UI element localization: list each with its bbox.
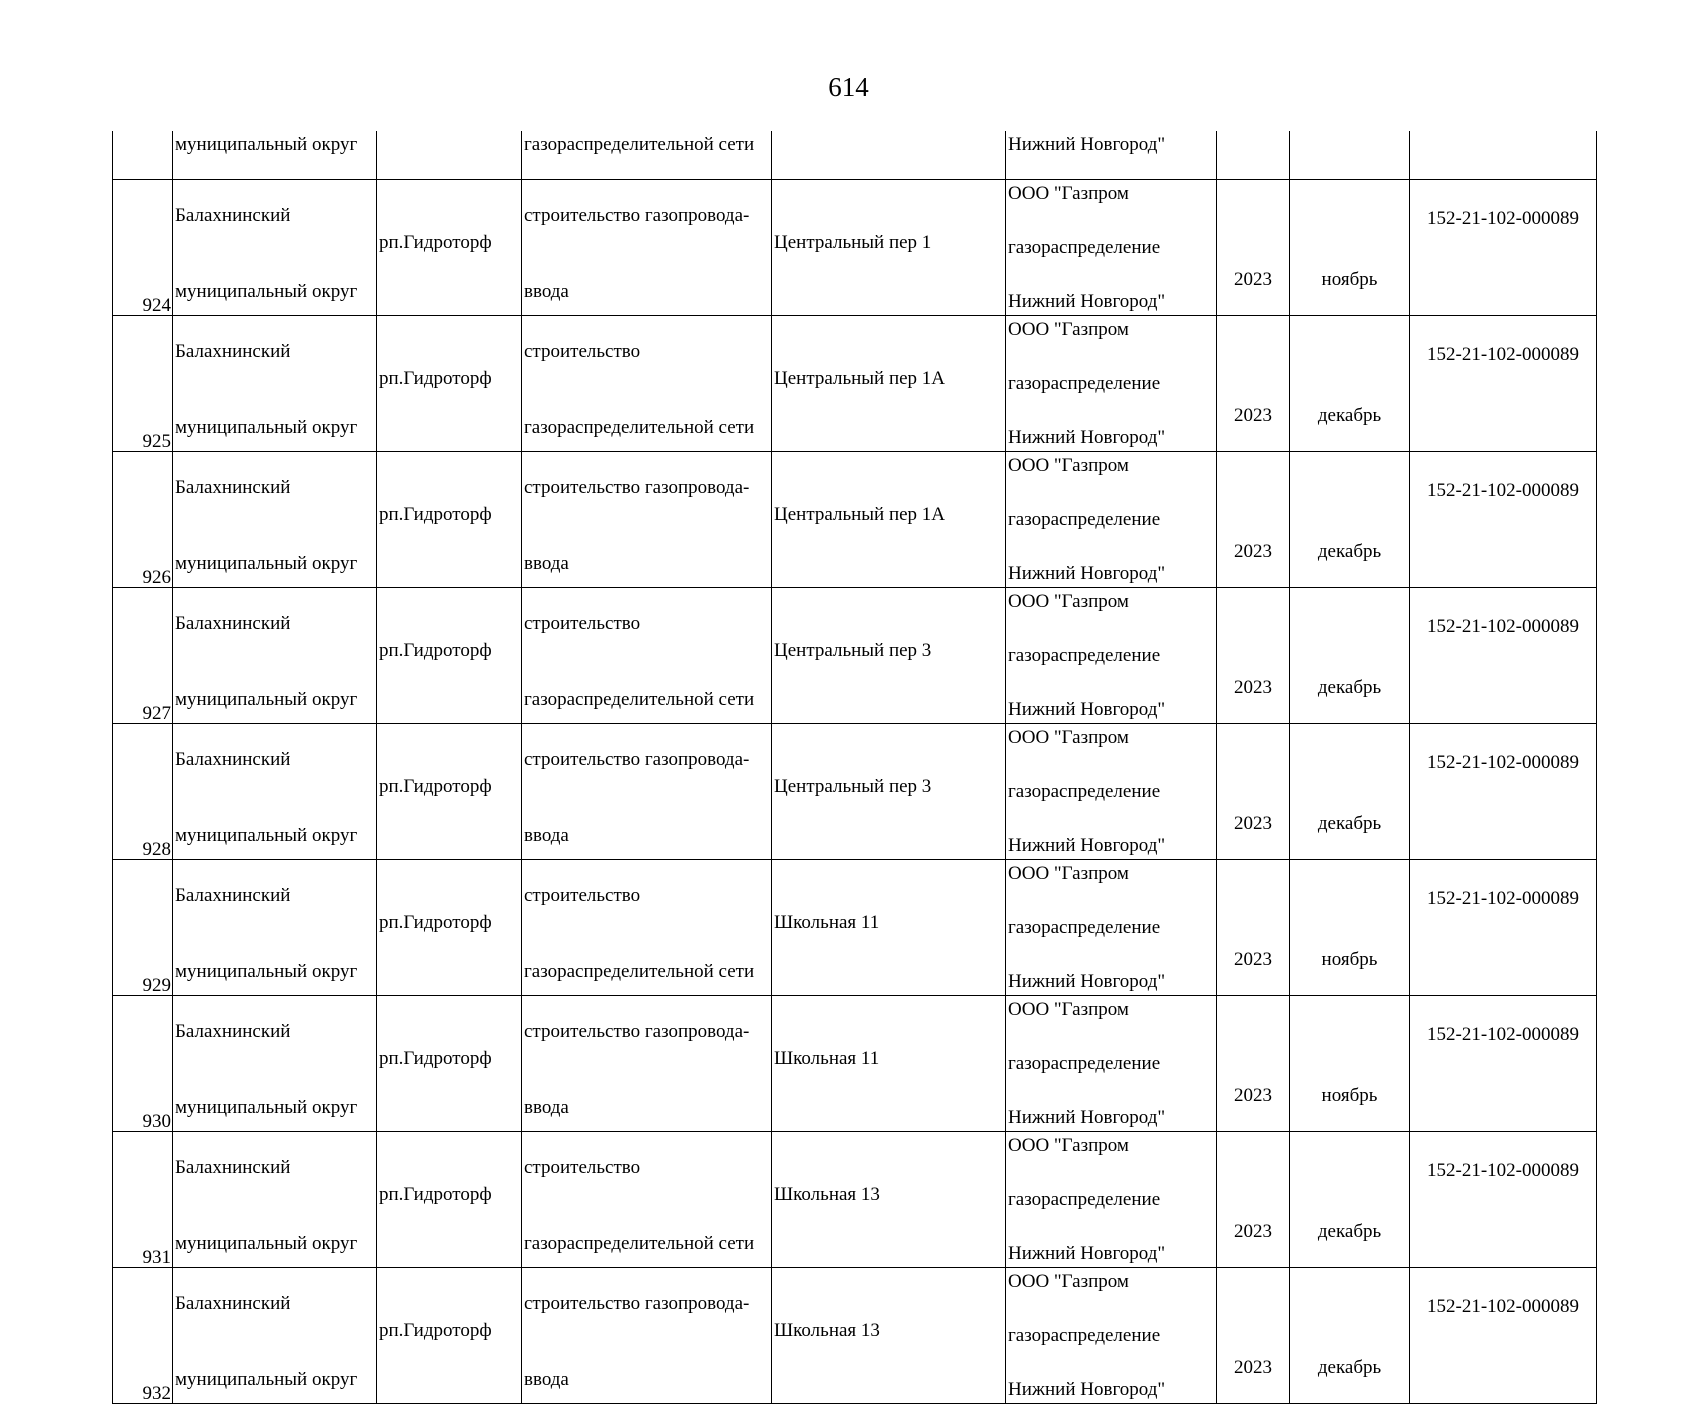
org-line-2: газораспределение — [1008, 781, 1161, 802]
org-line-1: ООО "Газпром — [1008, 727, 1129, 748]
cell-year — [1217, 131, 1290, 180]
cell-num — [113, 588, 173, 724]
month-text: ноябрь — [1321, 949, 1378, 970]
cell-year — [1217, 996, 1290, 1132]
address-text: Центральный пер 1А — [774, 368, 946, 389]
settlement-text: рп.Гидроторф — [379, 776, 492, 797]
cell-district — [173, 860, 377, 996]
table-row — [113, 180, 1597, 316]
org-line-2: газораспределение — [1008, 509, 1161, 530]
cell-work — [522, 180, 772, 316]
cell-district — [173, 724, 377, 860]
cell-num — [113, 1268, 173, 1404]
district-line-2: муниципальный округ — [175, 1097, 358, 1118]
cell-org — [1006, 588, 1217, 724]
cell-settlement — [377, 131, 522, 180]
cell-settlement — [377, 588, 522, 724]
cell-num — [113, 316, 173, 452]
org-line-3: Нижний Новгород" — [1008, 699, 1166, 720]
settlement-text: рп.Гидроторф — [379, 504, 492, 525]
cell-code — [1410, 452, 1597, 588]
table-row — [113, 1268, 1597, 1404]
work-line-1: строительство — [524, 1157, 641, 1178]
row-number: 930 — [142, 1111, 171, 1132]
district-line-2: муниципальный округ — [175, 281, 358, 302]
settlement-text: рп.Гидроторф — [379, 912, 492, 933]
cell-month — [1290, 452, 1410, 588]
cell-settlement — [377, 860, 522, 996]
cell-org — [1006, 1268, 1217, 1404]
work-line-2: газораспределительной сети — [524, 961, 755, 982]
work-line-2: ввода — [524, 281, 569, 302]
district-text: муниципальный округ — [175, 134, 358, 155]
year-text: 2023 — [1234, 1221, 1272, 1242]
cell-org — [1006, 180, 1217, 316]
district-line-1: Балахнинский — [175, 341, 291, 362]
work-line-2: газораспределительной сети — [524, 1233, 755, 1254]
cell-district — [173, 131, 377, 180]
cell-address — [772, 996, 1006, 1132]
cell-org — [1006, 131, 1217, 180]
district-line-1: Балахнинский — [175, 885, 291, 906]
work-line-2: газораспределительной сети — [524, 417, 755, 438]
cell-address — [772, 316, 1006, 452]
cell-year — [1217, 724, 1290, 860]
year-text: 2023 — [1234, 1085, 1272, 1106]
cell-code — [1410, 860, 1597, 996]
cell-work — [522, 1268, 772, 1404]
org-line-1: ООО "Газпром — [1008, 1271, 1129, 1292]
district-line-1: Балахнинский — [175, 613, 291, 634]
year-text: 2023 — [1234, 813, 1272, 834]
district-line-1: Балахнинский — [175, 477, 291, 498]
cell-work — [522, 316, 772, 452]
month-text: ноябрь — [1321, 1085, 1378, 1106]
code-text: 152-21-102-000089 — [1427, 1024, 1579, 1045]
table-row — [113, 588, 1597, 724]
month-text: декабрь — [1317, 1221, 1382, 1242]
work-line-2: ввода — [524, 1097, 569, 1118]
cell-settlement — [377, 452, 522, 588]
district-line-2: муниципальный округ — [175, 825, 358, 846]
cell-org — [1006, 316, 1217, 452]
row-number: 926 — [142, 567, 171, 588]
cell-address — [772, 452, 1006, 588]
cell-address — [772, 860, 1006, 996]
org-line-1: ООО "Газпром — [1008, 183, 1129, 204]
address-text: Центральный пер 1А — [774, 504, 946, 525]
cell-num — [113, 724, 173, 860]
row-number: 932 — [142, 1383, 171, 1404]
month-text: декабрь — [1317, 405, 1382, 426]
cell-address — [772, 180, 1006, 316]
cell-district — [173, 1268, 377, 1404]
cell-org — [1006, 996, 1217, 1132]
cell-address — [772, 588, 1006, 724]
org-line-3: Нижний Новгород" — [1008, 1243, 1166, 1264]
cell-district — [173, 316, 377, 452]
address-text: Школьная 13 — [774, 1320, 880, 1341]
cell-month — [1290, 180, 1410, 316]
cell-work — [522, 588, 772, 724]
org-line-3: Нижний Новгород" — [1008, 563, 1166, 584]
code-text: 152-21-102-000089 — [1427, 616, 1579, 637]
cell-num — [113, 180, 173, 316]
org-line-2: газораспределение — [1008, 645, 1161, 666]
cell-month — [1290, 996, 1410, 1132]
cell-year — [1217, 588, 1290, 724]
settlement-text: рп.Гидроторф — [379, 368, 492, 389]
org-line-2: газораспределение — [1008, 1189, 1161, 1210]
org-line-2: газораспределение — [1008, 373, 1161, 394]
district-line-1: Балахнинский — [175, 1021, 291, 1042]
district-line-2: муниципальный округ — [175, 961, 358, 982]
cell-settlement — [377, 180, 522, 316]
cell-month — [1290, 860, 1410, 996]
code-text: 152-21-102-000089 — [1427, 480, 1579, 501]
cell-month — [1290, 131, 1410, 180]
month-text: ноябрь — [1321, 269, 1378, 290]
cell-code — [1410, 588, 1597, 724]
cell-address — [772, 724, 1006, 860]
cell-year — [1217, 860, 1290, 996]
table-row — [113, 860, 1597, 996]
cell-settlement — [377, 316, 522, 452]
code-text: 152-21-102-000089 — [1427, 208, 1579, 229]
row-number: 931 — [142, 1247, 171, 1268]
cell-code — [1410, 180, 1597, 316]
work-line-1: строительство газопровода- — [524, 205, 750, 226]
work-line-2: газораспределительной сети — [524, 689, 755, 710]
address-text: Школьная 11 — [774, 1048, 880, 1069]
district-line-2: муниципальный округ — [175, 553, 358, 574]
work-line-1: строительство газопровода- — [524, 1293, 750, 1314]
district-line-2: муниципальный округ — [175, 1369, 358, 1390]
month-text: декабрь — [1317, 813, 1382, 834]
cell-district — [173, 180, 377, 316]
work-line-1: строительство газопровода- — [524, 477, 750, 498]
org-line-2: газораспределение — [1008, 917, 1161, 938]
table-row — [113, 996, 1597, 1132]
cell-address — [772, 131, 1006, 180]
row-number: 927 — [142, 703, 171, 724]
year-text: 2023 — [1234, 541, 1272, 562]
cell-org — [1006, 452, 1217, 588]
cell-year — [1217, 180, 1290, 316]
org-line-2: газораспределение — [1008, 237, 1161, 258]
page-number: 614 — [828, 72, 869, 102]
district-line-1: Балахнинский — [175, 1157, 291, 1178]
month-text: декабрь — [1317, 1357, 1382, 1378]
code-text: 152-21-102-000089 — [1427, 888, 1579, 909]
cell-code — [1410, 1268, 1597, 1404]
cell-org — [1006, 860, 1217, 996]
district-line-2: муниципальный округ — [175, 417, 358, 438]
work-line-2: ввода — [524, 1369, 569, 1390]
gasification-table — [112, 131, 1597, 1404]
row-number: 928 — [142, 839, 171, 860]
settlement-text: рп.Гидроторф — [379, 232, 492, 253]
org-line-1: ООО "Газпром — [1008, 455, 1129, 476]
org-line-1: ООО "Газпром — [1008, 591, 1129, 612]
cell-settlement — [377, 724, 522, 860]
cell-address — [772, 1268, 1006, 1404]
row-number: 924 — [142, 295, 171, 316]
address-text: Школьная 13 — [774, 1184, 880, 1205]
month-text: декабрь — [1317, 541, 1382, 562]
cell-code — [1410, 996, 1597, 1132]
cell-settlement — [377, 996, 522, 1132]
work-line-2: ввода — [524, 553, 569, 574]
code-text: 152-21-102-000089 — [1427, 1160, 1579, 1181]
code-text: 152-21-102-000089 — [1427, 752, 1579, 773]
cell-month — [1290, 588, 1410, 724]
work-line-1: строительство — [524, 613, 641, 634]
cell-work — [522, 860, 772, 996]
table-row — [113, 316, 1597, 452]
org-line-3: Нижний Новгород" — [1008, 971, 1166, 992]
cell-year — [1217, 316, 1290, 452]
year-text: 2023 — [1234, 1357, 1272, 1378]
year-text: 2023 — [1234, 677, 1272, 698]
org-line-2: газораспределение — [1008, 1053, 1161, 1074]
address-text: Центральный пер 3 — [774, 640, 932, 661]
cell-district — [173, 996, 377, 1132]
org-line-2: газораспределение — [1008, 1325, 1161, 1346]
org-line-1: ООО "Газпром — [1008, 319, 1129, 340]
table-row — [113, 452, 1597, 588]
org-line-3: Нижний Новгород" — [1008, 1107, 1166, 1128]
year-text: 2023 — [1234, 949, 1272, 970]
address-text: Центральный пер 1 — [774, 232, 932, 253]
code-text: 152-21-102-000089 — [1427, 344, 1579, 365]
month-text: декабрь — [1317, 677, 1382, 698]
settlement-text: рп.Гидроторф — [379, 1320, 492, 1341]
cell-year — [1217, 452, 1290, 588]
work-line-1: строительство — [524, 341, 641, 362]
org-line-1: ООО "Газпром — [1008, 1135, 1129, 1156]
org-line-3: Нижний Новгород" — [1008, 1379, 1166, 1400]
cell-year — [1217, 1268, 1290, 1404]
cell-work — [522, 724, 772, 860]
work-line-1: строительство — [524, 885, 641, 906]
org-line-3: Нижний Новгород" — [1008, 291, 1166, 312]
settlement-text: рп.Гидроторф — [379, 1048, 492, 1069]
cell-num — [113, 996, 173, 1132]
code-text: 152-21-102-000089 — [1427, 1296, 1579, 1317]
cell-code — [1410, 316, 1597, 452]
year-text: 2023 — [1234, 269, 1272, 290]
work-line-2: ввода — [524, 825, 569, 846]
cell-month — [1290, 316, 1410, 452]
cell-work — [522, 996, 772, 1132]
continuation-row — [113, 131, 1597, 180]
row-number: 925 — [142, 431, 171, 452]
org-text: Нижний Новгород" — [1008, 134, 1166, 155]
cell-num — [113, 860, 173, 996]
work-line-1: строительство газопровода- — [524, 749, 750, 770]
cell-settlement — [377, 1268, 522, 1404]
address-text: Школьная 11 — [774, 912, 880, 933]
cell-work — [522, 452, 772, 588]
work-line-1: строительство газопровода- — [524, 1021, 750, 1042]
cell-num — [113, 131, 173, 180]
cell-num — [113, 452, 173, 588]
row-number: 929 — [142, 975, 171, 996]
district-line-2: муниципальный округ — [175, 1233, 358, 1254]
settlement-text: рп.Гидроторф — [379, 640, 492, 661]
district-line-1: Балахнинский — [175, 1293, 291, 1314]
district-line-1: Балахнинский — [175, 749, 291, 770]
org-line-3: Нижний Новгород" — [1008, 835, 1166, 856]
cell-month — [1290, 1268, 1410, 1404]
table-row — [113, 724, 1597, 860]
work-text: газораспределительной сети — [524, 134, 755, 155]
cell-month — [1290, 724, 1410, 860]
cell-district — [173, 452, 377, 588]
settlement-text: рп.Гидроторф — [379, 1184, 492, 1205]
address-text: Центральный пер 3 — [774, 776, 932, 797]
org-line-1: ООО "Газпром — [1008, 863, 1129, 884]
year-text: 2023 — [1234, 405, 1272, 426]
cell-district — [173, 588, 377, 724]
org-line-3: Нижний Новгород" — [1008, 427, 1166, 448]
org-line-1: ООО "Газпром — [1008, 999, 1129, 1020]
cell-work — [522, 131, 772, 180]
district-line-2: муниципальный округ — [175, 689, 358, 710]
cell-code — [1410, 724, 1597, 860]
cell-org — [1006, 724, 1217, 860]
cell-code — [1410, 131, 1597, 180]
district-line-1: Балахнинский — [175, 205, 291, 226]
